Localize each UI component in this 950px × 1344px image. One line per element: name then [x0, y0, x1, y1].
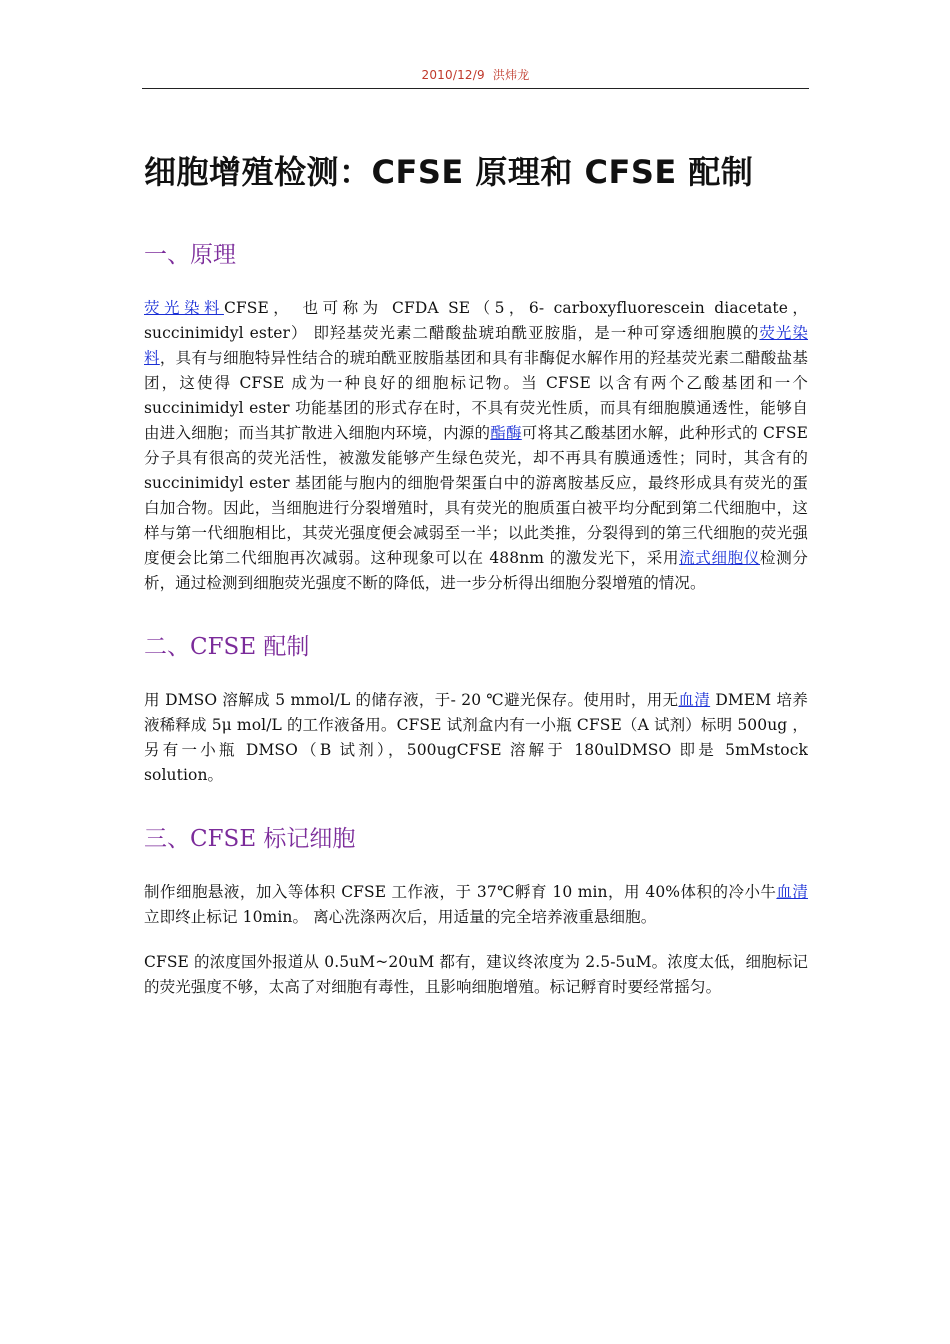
text-segment: 用 DMSO 溶解成 5 mmol/L 的储存液，于- 20 ℃避光保存。使用时，用无	[144, 691, 679, 709]
section-heading-labeling: 三、CFSE 标记细胞	[144, 826, 356, 852]
link-fluorescent-dye-2[interactable]: 荧光染料	[144, 324, 808, 367]
concentration-paragraph: CFSE 的浓度国外报道从 0.5uM~20uM 都有，建议终浓度为 2.5-5uM。浓度太低，细胞标记的荧光强度不够，太高了对细胞有毒性，且影响细胞增殖。标记孵育时要经常摇匀。	[144, 953, 808, 996]
section-heading-preparation: 二、CFSE 配制	[144, 634, 310, 660]
page-header	[142, 66, 809, 83]
text-segment: 制作细胞悬液，加入等体积 CFSE 工作液，于 37℃孵育 10 min，用 40%体积的冷小牛	[144, 883, 777, 901]
text-segment: DMEM 培养液稀释成 5μ mol/L 的工作液备用。CFSE 试剂盒内有一小瓶 CFSE（A 试剂）标明 500ug ，另有一小瓶 DMSO（B 试剂），500ugCFSE 溶解于 180ulDMSO 即是 5mMstock solution。	[144, 691, 809, 784]
labeling-paragraph	[144, 880, 808, 930]
header-divider	[142, 88, 809, 89]
link-serum[interactable]: 血清	[678, 691, 711, 709]
header-author: 洪炜龙	[492, 68, 530, 82]
link-serum-2[interactable]: 血清	[776, 883, 808, 901]
principle-paragraph	[144, 296, 808, 596]
text-segment: CFSE， 也可称为 CFDA SE（5，6- carboxyfluorescein diacetate，succinimidyl ester） 即羟基荧光素二醋酸盐琥珀酰亚胺脂，是一种可穿透细胞膜的	[144, 299, 808, 342]
link-fluorescent-dye[interactable]: 荧光染料	[144, 299, 224, 317]
text-segment: 检测分析，通过检测到细胞荧光强度不断的降低，进一步分析得出细胞分裂增殖的情况。	[144, 549, 808, 592]
section-heading-principle: 一、原理	[144, 242, 236, 268]
text-segment: 立即终止标记 10min。 离心洗涤两次后，用适量的完全培养液重悬细胞。	[144, 908, 657, 926]
link-esterase[interactable]: 酯酶	[490, 424, 522, 442]
document-title: 细胞增殖检测：CFSE 原理和 CFSE 配制	[144, 153, 754, 191]
preparation-paragraph	[144, 688, 808, 788]
header-date: 2010/12/9	[421, 68, 485, 82]
link-flow-cytometer[interactable]: 流式细胞仪	[679, 549, 761, 567]
text-segment: ，具有与细胞特异性结合的琥珀酰亚胺脂基团和具有非酶促水解作用的羟基荧光素二醋酸盐基团，这使得 CFSE 成为一种良好的细胞标记物。当 CFSE 以含有两个乙酸基团和一个 succinimidyl ester 功能基团的形式存在时，不具有荧光性质，而具有细胞膜通透性，能够自由进入细胞；而当其扩散进入细胞内环境，内源的	[144, 349, 808, 442]
text-segment: 可将其乙酸基团水解，此种形式的 CFSE 分子具有很高的荧光活性，被激发能够产生绿色荧光，却不再具有膜通透性；同时，其含有的 succinimidyl ester 基团能与胞内的细胞骨架蛋白中的游离胺基反应，最终形成具有荧光的蛋白加合物。因此，当细胞进行分裂增殖时，具有荧光的胞质蛋白被平均分配到第二代细胞中，这样与第一代细胞相比，其荧光强度便会减弱至一半；以此类推，分裂得到的第三代细胞的荧光强度便会比第二代细胞再次减弱。这种现象可以在 488nm 的激发光下，采用	[144, 424, 809, 567]
document-body	[144, 150, 808, 1036]
